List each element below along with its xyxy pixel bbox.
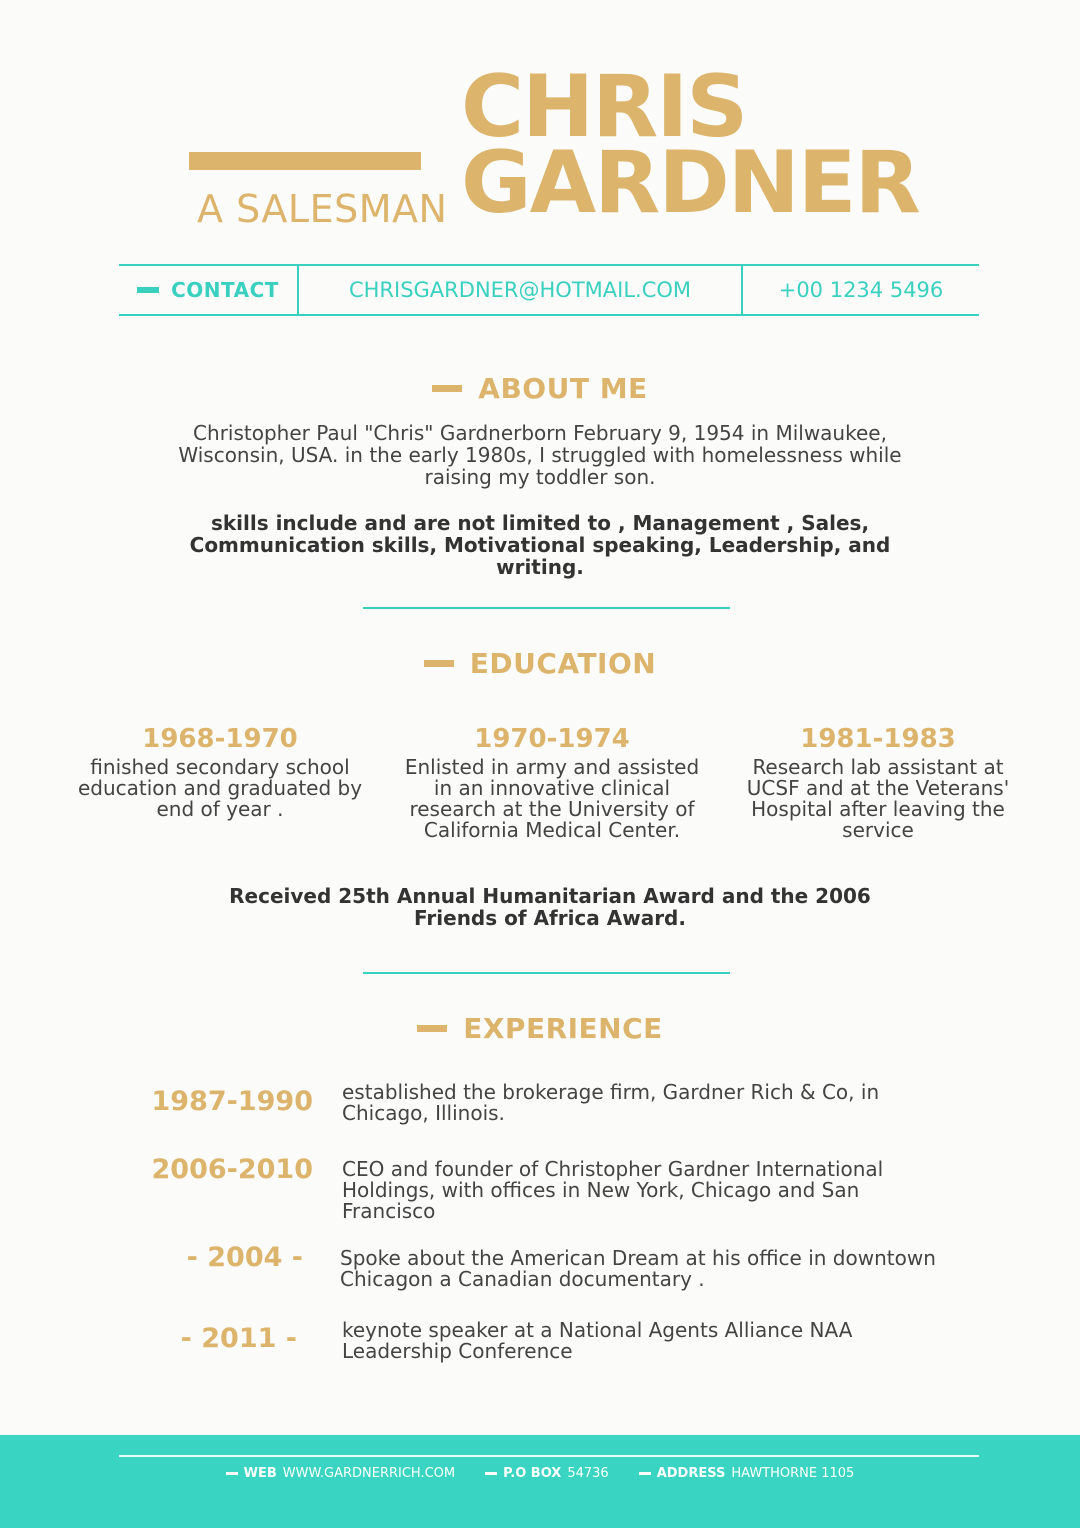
contact-row [119, 264, 979, 316]
email-cell [299, 266, 743, 314]
skills-paragraph: skills include and are not limited to , Management , Sales, Communication skills, Motivational speaking, Leadership, and writing. [189, 511, 891, 579]
footer-web [226, 1466, 455, 1481]
dash-icon [226, 1472, 238, 1475]
education-years: 1970-1974 [474, 724, 630, 754]
footer-divider [119, 1455, 979, 1457]
education-text: finished secondary school education and graduated by end of year . [77, 755, 363, 821]
award-paragraph: Received 25th Annual Humanitarian Award and the 2006 Friends of Africa Award. [229, 884, 871, 930]
experience-text: keynote speaker at a National Agents Alliance NAA Leadership Conference [342, 1318, 853, 1363]
experience-years: 2006-2010 [151, 1154, 313, 1185]
dash-icon [485, 1472, 497, 1475]
footer-address [639, 1466, 855, 1481]
experience-years: - 2004 - [186, 1242, 303, 1273]
footer-info [0, 1466, 1080, 1481]
footer [0, 1435, 1080, 1528]
first-name: CHRIS [461, 57, 747, 157]
experience-heading [0, 1012, 1080, 1045]
footer-web-label: WEB [243, 1466, 277, 1481]
phone-cell [743, 266, 979, 314]
footer-pobox [485, 1466, 609, 1481]
section-divider [363, 607, 730, 609]
dash-icon [432, 385, 462, 392]
header-accent-bar [189, 152, 421, 170]
email-link[interactable]: CHRISGARDNER@HOTMAIL.COM [348, 278, 692, 302]
experience-years: - 2011 - [180, 1323, 297, 1354]
about-heading [0, 372, 1080, 405]
education-years: 1968-1970 [142, 724, 298, 754]
dash-icon [424, 660, 454, 667]
about-paragraph: Christopher Paul "Chris" Gardnerborn February 9, 1954 in Milwaukee, Wisconsin, USA. in the early 1980s, I struggled with homelessness while raising my toddler son. [178, 421, 902, 489]
footer-pobox-value: 54736 [567, 1466, 609, 1481]
section-divider [363, 972, 730, 974]
experience-text: established the brokerage firm, Gardner Rich & Co, in Chicago, Illinois. [342, 1080, 880, 1125]
education-item [402, 723, 702, 841]
job-title: A SALESMAN [197, 187, 448, 231]
footer-web-link[interactable]: WWW.GARDNERRICH.COM [282, 1466, 456, 1481]
footer-pobox-label: P.O BOX [503, 1466, 562, 1481]
contact-label-cell [119, 266, 299, 314]
experience-years: 1987-1990 [151, 1086, 313, 1117]
about-title: ABOUT ME [478, 372, 648, 405]
experience-text: CEO and founder of Christopher Gardner International Holdings, with offices in New York, Chicago and San Francisco [342, 1157, 884, 1223]
phone-link[interactable]: +00 1234 5496 [778, 278, 944, 302]
experience-text: Spoke about the American Dream at his office in downtown Chicagon a Canadian documentary . [340, 1246, 936, 1291]
education-years: 1981-1983 [800, 724, 956, 754]
footer-address-label: ADDRESS [656, 1466, 726, 1481]
education-text: Research lab assistant at UCSF and at the Veterans' Hospital after leaving the service [746, 755, 1010, 842]
experience-title: EXPERIENCE [463, 1012, 663, 1045]
education-title: EDUCATION [469, 647, 657, 680]
dash-icon [137, 287, 159, 293]
education-item [728, 723, 1028, 841]
dash-icon [417, 1025, 447, 1032]
education-text: Enlisted in army and assisted in an innovative clinical research at the University of California Medical Center. [404, 755, 700, 842]
last-name: GARDNER [461, 133, 919, 233]
footer-address-value: HAWTHORNE 1105 [731, 1466, 855, 1481]
education-heading [0, 647, 1080, 680]
contact-label: CONTACT [171, 278, 279, 302]
education-item [70, 723, 370, 820]
dash-icon [639, 1472, 651, 1475]
